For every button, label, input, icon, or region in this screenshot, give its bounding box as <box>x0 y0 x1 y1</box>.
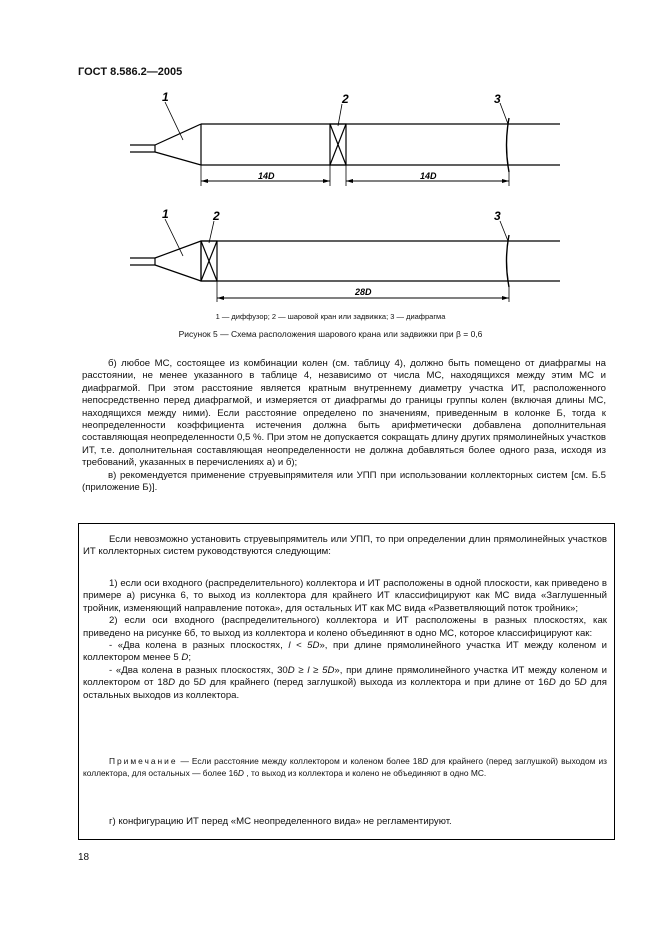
box-note <box>83 756 607 779</box>
dash-2-var: D <box>579 677 587 689</box>
label-diaphragm-2: 3 <box>494 209 501 223</box>
dim-28d: 28D <box>355 287 372 297</box>
dash-2-var: D <box>548 677 556 689</box>
dash-2-part: », при длине прямолинейного участка ИТ между коленом и коллектором от 18 <box>83 664 607 689</box>
label-valve-1: 2 <box>342 92 349 106</box>
note-part: — Если расстояние между коллектором и коленом более 18 <box>180 756 423 766</box>
box-dash-1 <box>83 640 607 665</box>
document-header: ГОСТ 8.586.2—2005 <box>78 66 183 78</box>
note-label: Примечание <box>109 756 178 766</box>
dash-2-part: для крайнего (перед заглушкой) выхода из коллектора и при длине от 16 <box>205 677 549 689</box>
dash-2-part: для остальных выходов из коллектора. <box>83 677 607 701</box>
label-diffuser-2: 1 <box>162 207 169 221</box>
note-part: для крайнего (перед заглушкой) выходом из коллектора, для остальных — более 16 <box>83 756 608 778</box>
dash-1-part: ; <box>188 652 191 664</box>
dash-2-part: до 5 <box>175 677 199 689</box>
dash-1-part: », при длине прямолинейного участка ИТ между коленом и коллектором менее 5 <box>83 640 607 664</box>
page-number: 18 <box>78 852 90 863</box>
dash-2-formula: D ≥ l ≥ 5D <box>287 664 335 676</box>
box-rules <box>83 578 607 702</box>
note-text <box>83 756 607 779</box>
dash-1-formula: l < 5D <box>288 640 320 652</box>
box-rule-1: 1) если оси входного (распределительного) коллектора и ИТ расположены в одной плоскости, как приведено в примере а) рисунка 6, то выход из коллектора для крайнего ИТ классифицируют как МС вида «Заглушенный тройник, изменяющий направление потока», для остальных ИТ как МС вида «Разветвляющий поток тройник»; <box>83 578 607 614</box>
dim-14d-right: 14D <box>420 171 437 181</box>
box-item-g <box>83 816 607 828</box>
dash-2-var: D <box>168 677 175 689</box>
dash-2-var: D <box>198 677 206 689</box>
dash-1-var: D <box>181 652 189 664</box>
box-intro-text: Если невозможно установить струевыпрямитель или УПП, то при определении длин прямолинейных участков ИТ коллекторных систем руководствуются следующим: <box>83 534 607 558</box>
dash-2-part: - «Два колена в разных плоскостях, 30 <box>109 664 288 676</box>
figure-caption: Рисунок 5 — Схема расположения шарового крана или задвижки при β = 0,6 <box>178 329 483 339</box>
item-g-text: г) конфигурацию ИТ перед «МС неопределенного вида» не регламентируют. <box>109 816 452 827</box>
lower-pipe-scheme <box>130 219 560 302</box>
label-valve-2: 2 <box>213 209 220 223</box>
figure-legend: 1 — диффузор; 2 — шаровой кран или задвижка; 3 — диафрагма <box>215 312 446 321</box>
note-part: , то выход из коллектора и колено не объединяют в одно МС. <box>243 767 487 778</box>
item-v: в) рекомендуется применение струевыпрямителя или УПП при использовании коллекторных систем [см. Б.5 (приложение Б)]. <box>82 469 606 494</box>
dim-14d-left: 14D <box>258 171 275 181</box>
dash-1-part: - «Два колена в разных плоскостях, <box>109 640 289 652</box>
box-rule-2: 2) если оси входного (распределительного) коллектора и ИТ расположены в разных плоскостях, как приведено на рисунке 6б, то выход из коллектора и колено объединяют в одно МС, которое классифицируют как: <box>83 615 607 639</box>
upper-pipe-scheme <box>130 102 560 186</box>
box-intro <box>83 534 607 559</box>
note-var: D <box>237 767 244 778</box>
box-dash-2 <box>83 665 607 702</box>
label-diffuser-1: 1 <box>162 90 169 104</box>
dash-2-part: до 5 <box>555 677 580 689</box>
pipe-diagram <box>0 0 661 310</box>
item-b: б) любое МС, состоящее из комбинации колен (см. таблицу 4), должно быть помещено от диафрагмы на расстоянии, не менее указанного в таблице 4, независимо от числа МС, находящихся между этим МС и диафрагмой. При этом расстояние является кратным внутреннему диаметру участка ИТ, расположенного непосредственно перед диафрагмой, и измеряется от диафрагмы до границы группы колен (включая длины МС, находящихся между ними). Если расстояние определено по значениям, приведенным в колонке Б, тогда к неопределенности коэффициента истечения должна быть арифметически добавлена дополнительная составляющая неопределенности 0,5 %. При этом не допускается сокращать длину других прямолинейных участков ИТ, т.е. дополнительная составляющая неопределенности не должна добавляться более одного раза, исходя из требований, указанных в перечислениях а) и б); <box>82 358 606 469</box>
label-diaphragm-1: 3 <box>494 92 501 106</box>
note-var: D <box>422 756 429 766</box>
main-text <box>82 358 606 494</box>
